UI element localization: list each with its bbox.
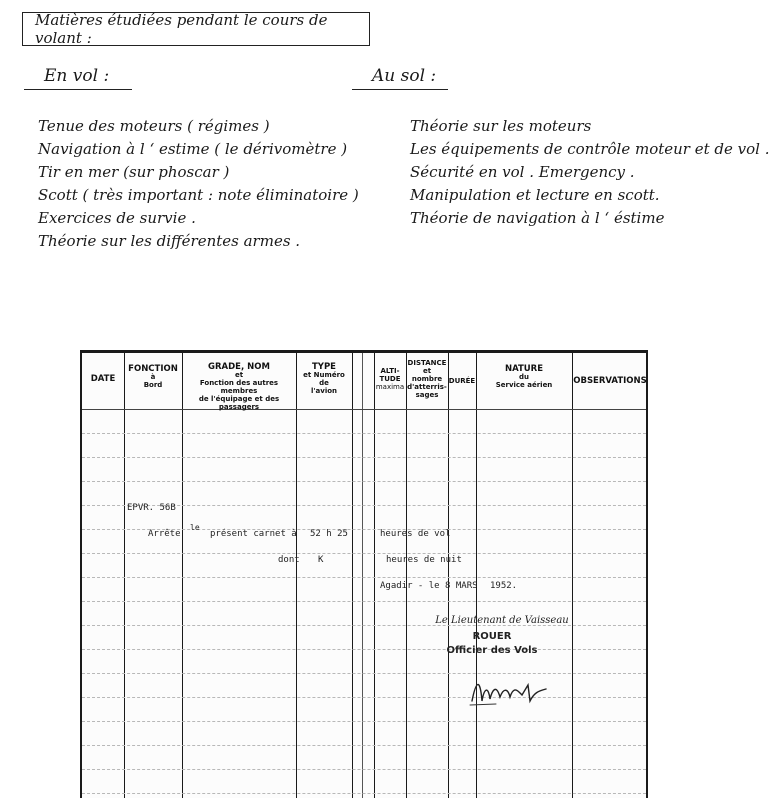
header-rule	[82, 409, 646, 410]
header-distance: DISTANCE et nombre d'atterris- sages	[407, 359, 447, 399]
ruled-line	[82, 457, 646, 458]
column-rule	[476, 353, 477, 798]
en-vol-heading: En vol :	[24, 66, 132, 90]
page-title: Matières étudiées pendant le cours de volant :	[35, 11, 328, 47]
column-rule	[572, 353, 573, 798]
dont-value: K	[318, 555, 324, 565]
heures-de-nuit-text: heures de nuit	[386, 555, 462, 565]
au-sol-heading: Au sol :	[352, 66, 448, 90]
list-item: Les équipements de contrôle moteur et de vol .	[410, 140, 770, 158]
column-rule	[406, 353, 407, 798]
logbook-scan	[80, 350, 648, 798]
header-grade: GRADE, NOM et Fonction des autres membres de l'équipage et des passagers	[198, 362, 280, 411]
stamp-name: ROUER	[472, 631, 512, 642]
le-text: le	[190, 523, 200, 532]
stamp-role: Officier des Vols	[446, 645, 538, 656]
signature-icon	[466, 671, 556, 711]
header-fonction: FONCTION à Bord	[128, 364, 178, 389]
list-item: Manipulation et lecture en scott.	[410, 186, 660, 204]
column-rule	[362, 353, 363, 798]
list-item: Navigation à l ‘ estime ( le dérivomètre )	[38, 140, 348, 158]
list-item: Tir en mer (sur phoscar )	[38, 163, 230, 181]
list-item: Théorie de navigation à l ‘ éstime	[410, 209, 665, 227]
header-date: DATE	[90, 374, 116, 384]
column-rule	[374, 353, 375, 798]
arrete-text: Arrête	[148, 529, 181, 539]
ruled-line	[82, 769, 646, 770]
list-item: Exercices de survie .	[38, 209, 196, 227]
header-observations: OBSERVATIONS	[573, 376, 647, 386]
column-rule	[448, 353, 449, 798]
title-box	[22, 12, 370, 46]
list-item: Scott ( très important : note éliminatoire )	[38, 186, 359, 204]
stamp-rank: Le Lieutenant de Vaisseau	[435, 615, 569, 626]
ruled-line	[82, 481, 646, 482]
heures-de-vol-text: heures de vol	[380, 529, 451, 539]
header-altitude: ALTI- TUDE maxima	[375, 367, 405, 391]
header-duree: DURÉE	[448, 377, 476, 385]
ruled-line	[82, 577, 646, 578]
list-item: Théorie sur les moteurs	[410, 117, 592, 135]
ruled-line	[82, 649, 646, 650]
present-carnet-text: présent carnet à	[210, 529, 297, 539]
ruled-line	[82, 433, 646, 434]
column-rule	[352, 353, 353, 798]
hours-value: 52 h 25	[310, 529, 348, 539]
column-rule	[124, 353, 125, 798]
ruled-line	[82, 553, 646, 554]
list-item: Tenue des moteurs ( régimes )	[38, 117, 270, 135]
year-text: 1952.	[490, 581, 518, 591]
ruled-line	[82, 697, 646, 698]
au-sol-list	[410, 115, 770, 230]
ruled-line	[82, 673, 646, 674]
ruled-line	[82, 721, 646, 722]
column-rule	[182, 353, 183, 798]
ruled-line	[82, 793, 646, 794]
agadir-date-text: Agadir - le 8 MARS	[380, 581, 478, 591]
ruled-line	[82, 745, 646, 746]
ruled-line	[82, 601, 646, 602]
list-item: Sécurité en vol . Emergency .	[410, 163, 635, 181]
dont-text: dont	[278, 555, 300, 565]
en-vol-list	[38, 115, 358, 253]
list-item: Théorie sur les différentes armes .	[38, 232, 301, 250]
header-nature: NATURE du Service aérien	[495, 364, 553, 389]
column-rule	[296, 353, 297, 798]
header-type: TYPE et Numéro de l'avion	[303, 362, 345, 395]
unit-entry: EPVR. 56B	[127, 503, 176, 513]
